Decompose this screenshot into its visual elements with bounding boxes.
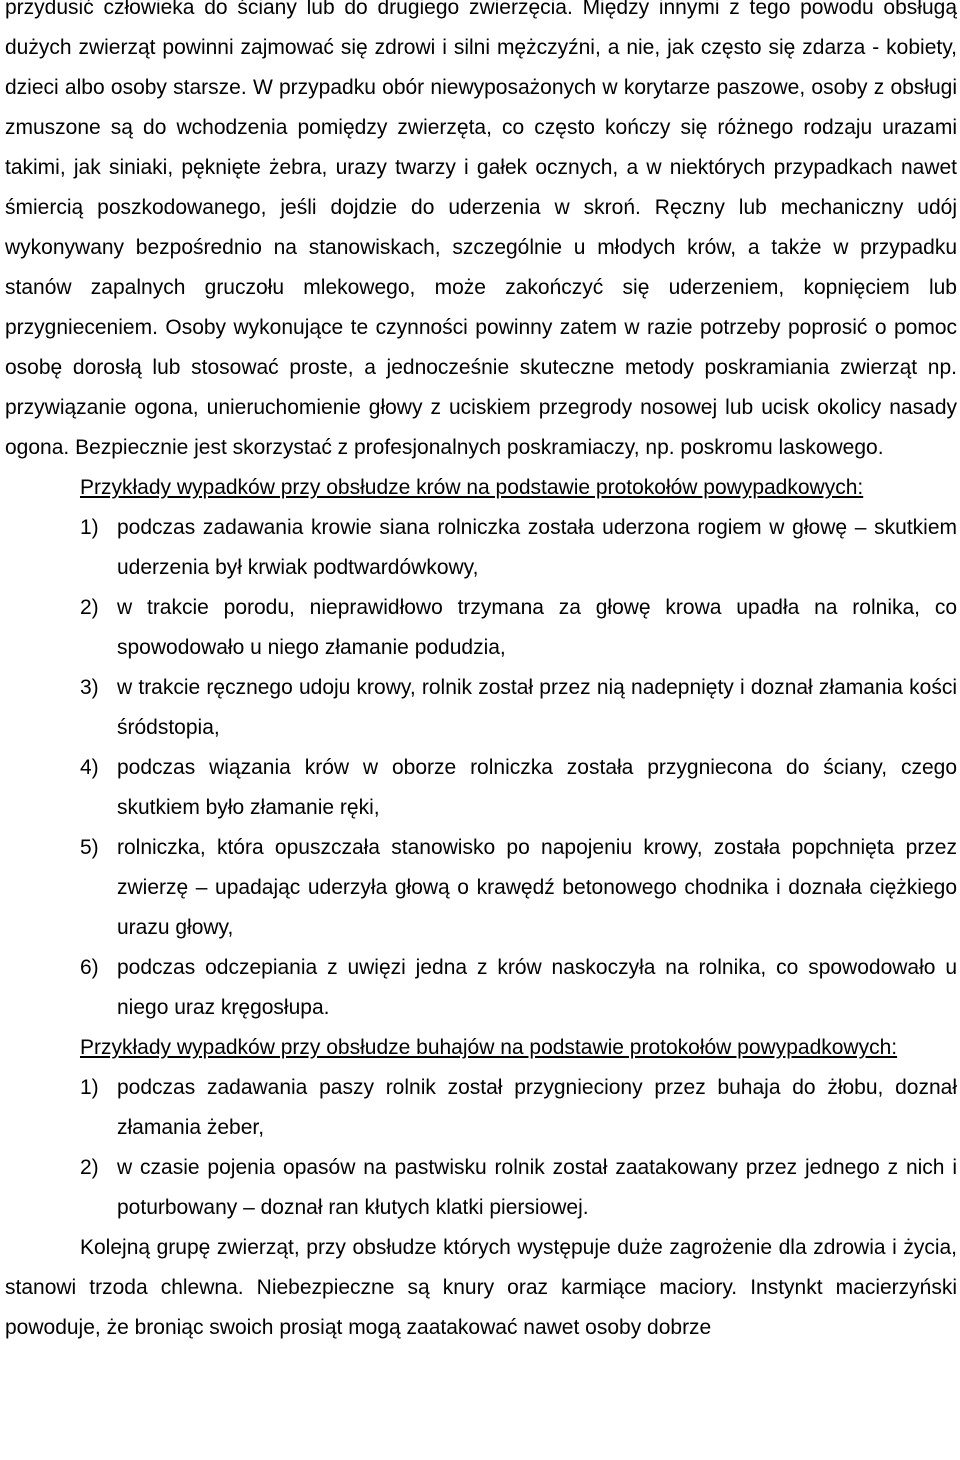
list-item-number: 3) (80, 676, 99, 699)
cows-section-heading: Przykłady wypadków przy obsłudze krów na podstawie protokołów powypadkowych: (80, 476, 864, 499)
bulls-accident-list (5, 1068, 957, 1228)
list-item-number: 1) (80, 1076, 99, 1099)
list-item-text: podczas wiązania krów w oborze rolniczka została przygniecona do ściany, czego skutkiem było złamanie ręki, (117, 756, 957, 819)
list-item-number: 2) (80, 596, 99, 619)
list-item-number: 2) (80, 1156, 99, 1179)
closing-paragraph: Kolejną grupę zwierząt, przy obsłudze których występuje duże zagrożenie dla zdrowia i życia, stanowi trzoda chlewna. Niebezpieczne są knury oraz karmiące maciory. Instynkt macierzyński powoduje, że broniąc swoich prosiąt mogą zaatakować nawet osoby dobrze (5, 1236, 957, 1339)
list-item-text: w czasie pojenia opasów na pastwisku rolnik został zaatakowany przez jednego z nich i poturbowany – doznał ran kłutych klatki piersiowej. (117, 1156, 957, 1219)
intro-paragraph: przydusić człowieka do ściany lub do drugiego zwierzęcia. Między innymi z tego powodu obsługą dużych zwierząt powinni zajmować się zdrowi i silni mężczyźni, a nie, jak często się zdarza - kobiety, dzieci albo osoby starsze. W przypadku obór niewyposażonych w korytarze paszowe, osoby z obsługi zmuszone są do wchodzenia pomiędzy zwierzęta, co często kończy się różnego rodzaju urazami takimi, jak siniaki, pęknięte żebra, urazy twarzy i gałek ocznych, a w niektórych przypadkach nawet śmiercią poszkodowanego, jeśli dojdzie do uderzenia w skroń. Ręczny lub mechaniczny udój wykonywany bezpośrednio na stanowiskach, szczególnie u młodych krów, a także w przypadku stanów zapalnych gruczołu mlekowego, może zakończyć się uderzeniem, kopnięciem lub przygnieceniem. Osoby wykonujące te czynności powinny zatem w razie potrzeby poprosić o pomoc osobę dorosłą lub stosować proste, a jednocześnie skuteczne metody poskramiania zwierząt np. przywiązanie ogona, unieruchomienie głowy z uciskiem przegrody nosowej lub ucisk okolicy nasady ogona. Bezpiecznie jest skorzystać z profesjonalnych poskramiaczy, np. poskromu laskowego. (5, 0, 957, 459)
list-item (80, 1148, 957, 1228)
cows-accident-list (5, 508, 957, 1028)
document-page (5, 0, 957, 1348)
list-item-text: rolniczka, która opuszczała stanowisko po napojeniu krowy, została popchnięta przez zwierzę – upadając uderzyła głową o krawędź betonowego chodnika i doznała ciężkiego urazu głowy, (117, 836, 957, 939)
list-item (80, 1068, 957, 1148)
list-item (80, 828, 957, 948)
list-item-text: podczas zadawania krowie siana rolniczka została uderzona rogiem w głowę – skutkiem uderzenia był krwiak podtwardówkowy, (117, 516, 957, 579)
list-item-number: 5) (80, 836, 99, 859)
list-item-number: 4) (80, 756, 99, 779)
list-item-number: 1) (80, 516, 99, 539)
list-item (80, 668, 957, 748)
list-item (80, 948, 957, 1028)
list-item (80, 588, 957, 668)
list-item-text: w trakcie porodu, nieprawidłowo trzymana za głowę krowa upadła na rolnika, co spowodowało u niego złamanie podudzia, (117, 596, 957, 659)
list-item-text: podczas zadawania paszy rolnik został przygnieciony przez buhaja do żłobu, doznał złamania żeber, (117, 1076, 957, 1139)
bulls-section-heading: Przykłady wypadków przy obsłudze buhajów na podstawie protokołów powypadkowych: (80, 1036, 898, 1059)
list-item (80, 508, 957, 588)
list-item-text: w trakcie ręcznego udoju krowy, rolnik został przez nią nadepnięty i doznał złamania kości śródstopia, (117, 676, 957, 739)
list-item-number: 6) (80, 956, 99, 979)
list-item (80, 748, 957, 828)
list-item-text: podczas odczepiania z uwięzi jedna z krów naskoczyła na rolnika, co spowodowało u niego uraz kręgosłupa. (117, 956, 957, 1019)
